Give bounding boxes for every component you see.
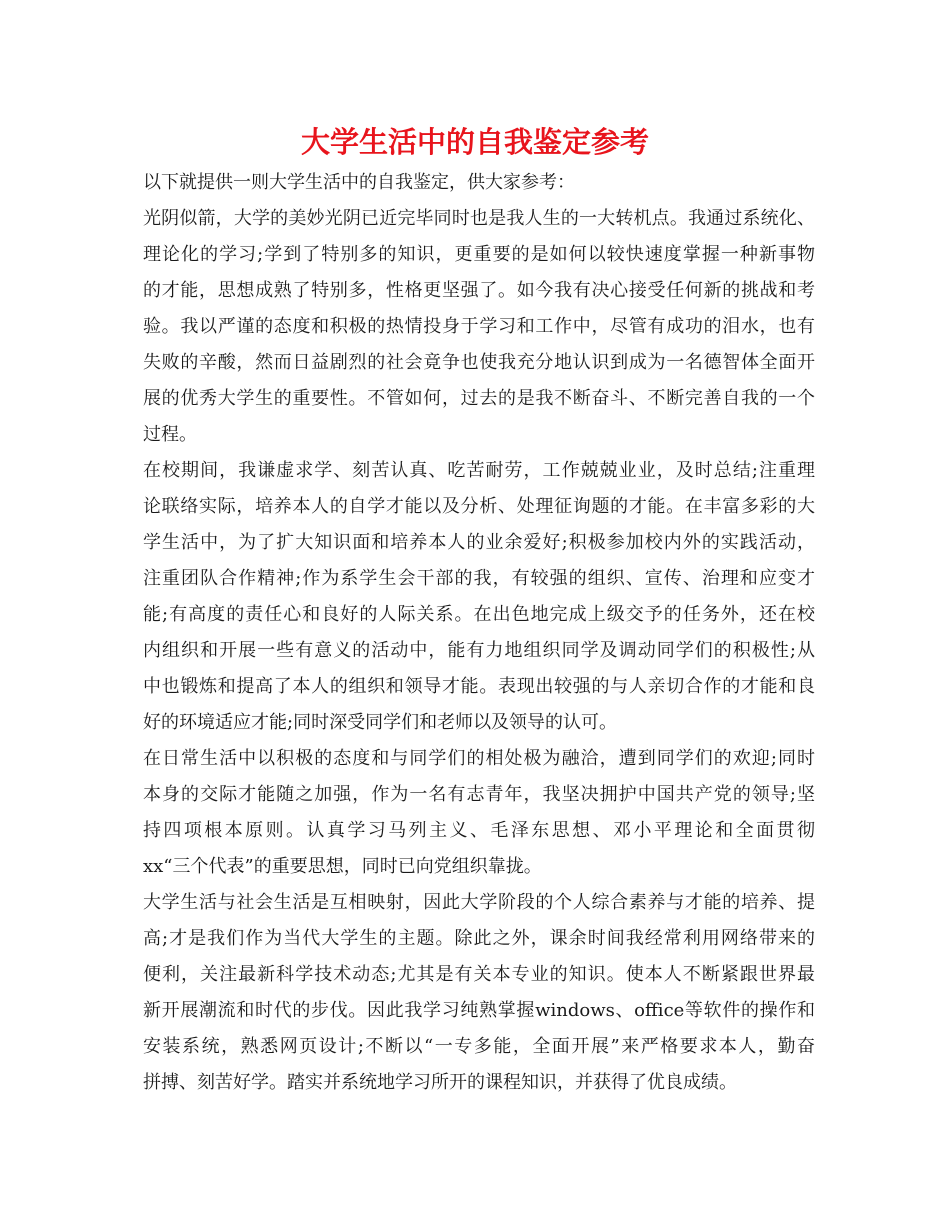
document-title: 大学生活中的自我鉴定参考 bbox=[300, 125, 649, 159]
body-line: 内组织和开展一些有意义的活动中，能有力地组织同学及调动同学们的积极性;从 bbox=[143, 640, 815, 661]
body-line: 拼搏、刻苦好学。踏实并系统地学习所开的课程知识，并获得了优良成绩。 bbox=[143, 1072, 737, 1093]
body-line: 验。我以严谨的态度和积极的热情投身于学习和工作中，尽管有成功的泪水，也有 bbox=[143, 316, 815, 337]
body-line: 展的优秀大学生的重要性。不管如何，过去的是我不断奋斗、不断完善自我的一个 bbox=[143, 388, 815, 409]
body-line: 以下就提供一则大学生活中的自我鉴定，供大家参考： bbox=[143, 172, 575, 193]
body-line: 持四项根本原则。认真学习马列主义、毛泽东思想、邓小平理论和全面贯彻 bbox=[143, 820, 815, 841]
body-line: 论联络实际，培养本人的自学才能以及分析、处理征询题的才能。在丰富多彩的大 bbox=[143, 496, 815, 517]
document-body bbox=[143, 165, 815, 1101]
body-line: 本身的交际才能随之加强，作为一名有志青年，我坚决拥护中国共产党的领导;坚 bbox=[143, 784, 815, 805]
body-line: 失败的辛酸，然而日益剧烈的社会竟争也使我充分地认识到成为一名德智体全面开 bbox=[143, 352, 815, 373]
body-line: 能;有高度的责任心和良好的人际关系。在出色地完成上级交予的任务外，还在校 bbox=[143, 604, 815, 625]
body-line: 在校期间，我谦虚求学、刻苦认真、吃苦耐劳，工作兢兢业业，及时总结;注重理 bbox=[143, 460, 815, 481]
body-line: 过程。 bbox=[143, 424, 197, 445]
body-line: 在日常生活中以积极的态度和与同学们的相处极为融洽，遭到同学们的欢迎;同时 bbox=[143, 748, 815, 769]
body-line: 高;才是我们作为当代大学生的主题。除此之外，课余时间我经常利用网络带来的 bbox=[143, 928, 815, 949]
body-line: 中也锻炼和提高了本人的组织和领导才能。表现出较强的与人亲切合作的才能和良 bbox=[143, 676, 815, 697]
body-line: xx“三个代表”的重要思想，同时已向党组织靠拢。 bbox=[143, 856, 542, 877]
body-line: 便利，关注最新科学技术动态;尤其是有关本专业的知识。使本人不断紧跟世界最 bbox=[143, 964, 815, 985]
body-line: 大学生活与社会生活是互相映射，因此大学阶段的个人综合素养与才能的培养、提 bbox=[143, 892, 815, 913]
body-line: 学生活中，为了扩大知识面和培养本人的业余爱好;积极参加校内外的实践活动， bbox=[143, 532, 815, 553]
body-line: 注重团队合作精神;作为系学生会干部的我，有较强的组织、宣传、治理和应变才 bbox=[143, 568, 815, 589]
body-line: 新开展潮流和时代的步伐。因此我学习纯熟掌握windows、office等软件的操作和 bbox=[143, 1000, 815, 1021]
body-line: 光阴似箭，大学的美妙光阴已近完毕同时也是我人生的一大转机点。我通过系统化、 bbox=[143, 208, 815, 229]
body-line: 好的环境适应才能;同时深受同学们和老师以及领导的认可。 bbox=[143, 712, 618, 733]
body-line: 理论化的学习;学到了特别多的知识，更重要的是如何以较快速度掌握一种新事物 bbox=[143, 244, 815, 265]
body-line: 的才能，思想成熟了特别多，性格更坚强了。如今我有决心接受任何新的挑战和考 bbox=[143, 280, 815, 301]
body-line: 安装系统，熟悉网页设计;不断以“一专多能，全面开展”来严格要求本人，勤奋 bbox=[143, 1036, 815, 1057]
